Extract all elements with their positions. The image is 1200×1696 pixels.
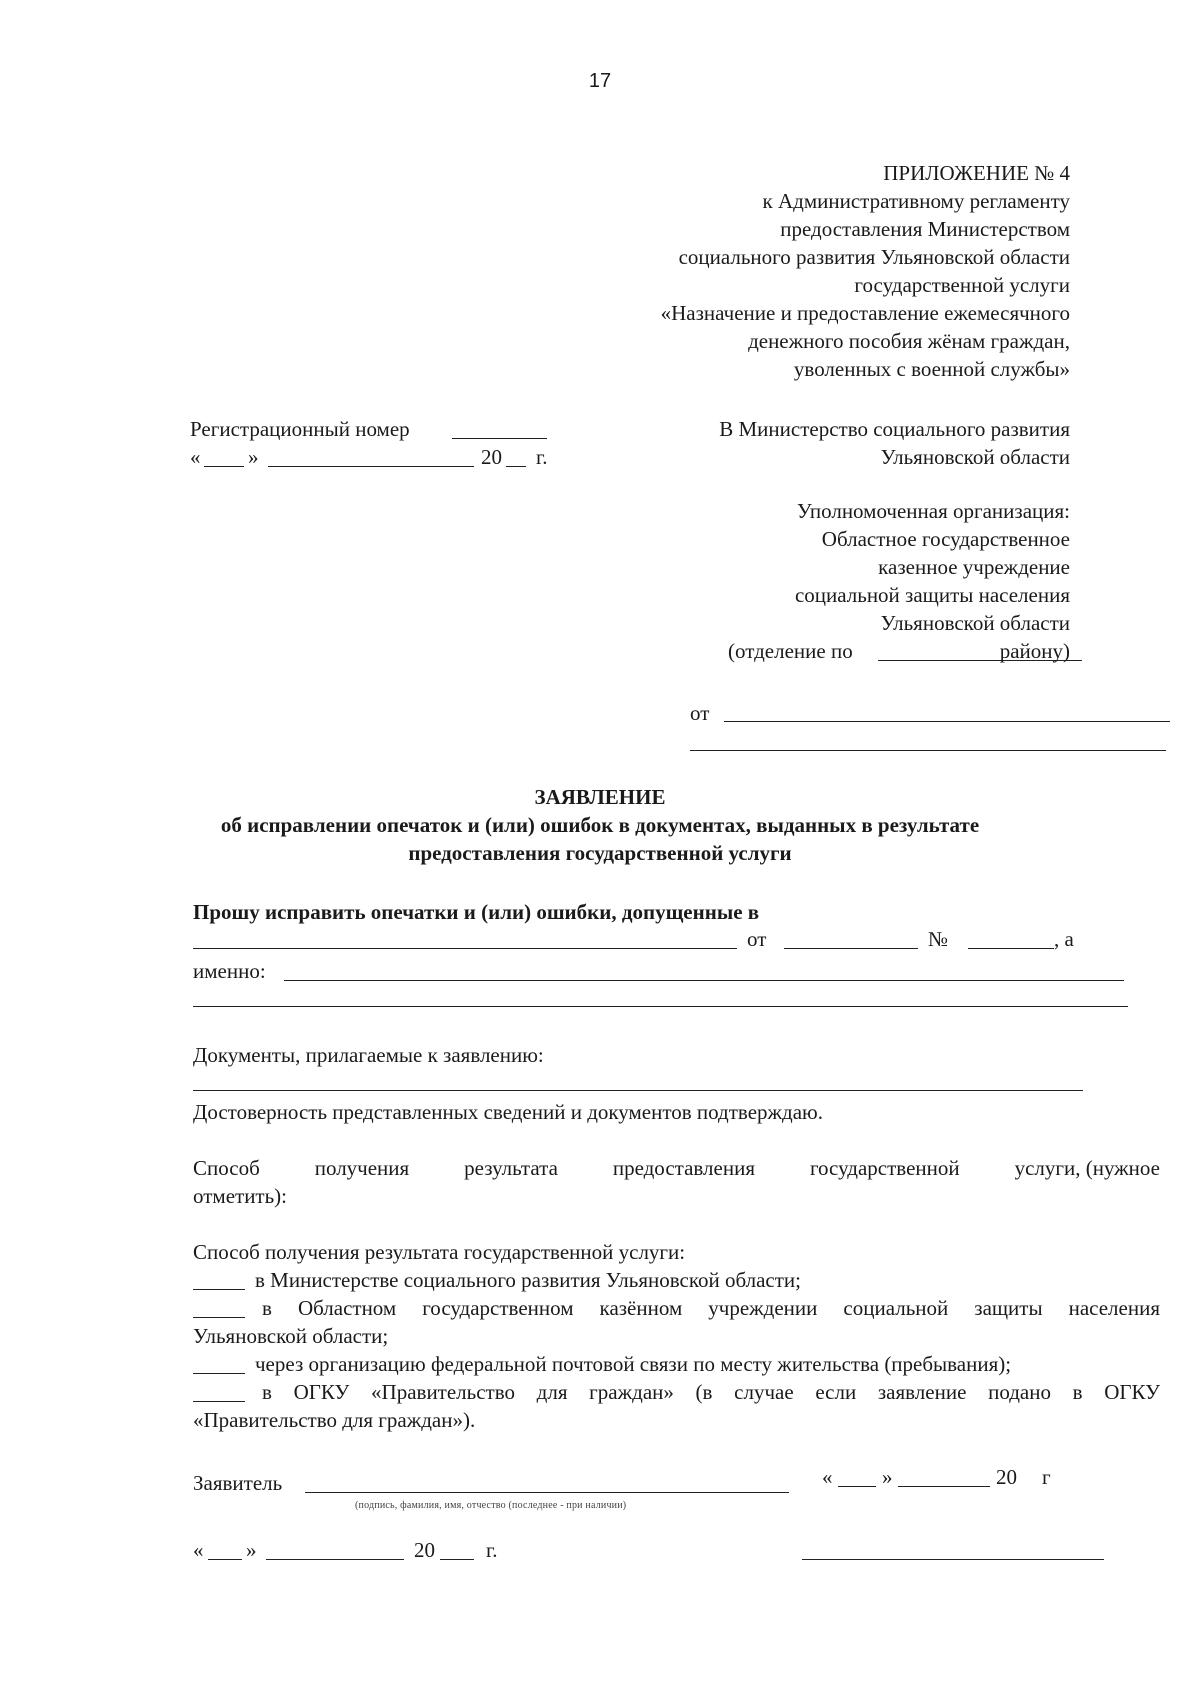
registration-date-close: »	[248, 445, 259, 469]
option-ogku-social: в Областном государственном казённом учреждении социальной защиты населения	[262, 1296, 1160, 1320]
registration-number-label: Регистрационный номер	[190, 417, 410, 441]
confirmation-text: Достоверность представленных сведений и документов подтверждаю.	[193, 1100, 823, 1124]
authorized-org-line: социальной защиты населения	[794, 583, 1070, 607]
attached-docs-label: Документы, прилагаемые к заявлению:	[193, 1043, 544, 1067]
page-number: 17	[588, 70, 612, 92]
official-signature-field[interactable]	[802, 1559, 1104, 1560]
authorized-org-line: казенное учреждение	[878, 555, 1070, 579]
error-description-field[interactable]	[284, 980, 1124, 981]
document-subtitle: предоставления государственной услуги	[408, 841, 792, 865]
applicant-month-field[interactable]	[898, 1486, 990, 1487]
applicant-label: Заявитель	[193, 1471, 283, 1495]
applicant-day-field[interactable]	[838, 1486, 876, 1487]
request-number-sign: №	[928, 927, 949, 951]
signature-caption: (подпись, фамилия, имя, отчество (последнее - при наличии)	[355, 1500, 627, 1511]
applicant-date-open: «	[822, 1465, 833, 1489]
registration-year-field[interactable]	[506, 466, 526, 467]
applicant-date-close: »	[882, 1465, 893, 1489]
authorized-org-line: Областное государственное	[821, 527, 1070, 551]
from-label: от	[690, 701, 710, 725]
document-date-field[interactable]	[784, 948, 918, 949]
from-name-field[interactable]	[724, 721, 1170, 722]
branch-suffix: району)	[999, 639, 1070, 663]
request-lead: Прошу исправить опечатки и (или) ошибки, допущенные в	[193, 900, 760, 924]
registration-month-field[interactable]	[268, 466, 474, 467]
request-namely: именно:	[193, 959, 266, 983]
request-from-label: от	[747, 927, 767, 951]
appendix-line: к Административному регламенту	[762, 189, 1070, 213]
branch-prefix: (отделение по	[728, 639, 853, 663]
applicant-year-prefix: 20	[996, 1465, 1017, 1489]
option-checkbox-post[interactable]	[193, 1373, 245, 1374]
method-intro-word: услуги, (нужное	[1014, 1156, 1160, 1180]
bottom-day-field[interactable]	[208, 1559, 242, 1560]
appendix-line: «Назначение и предоставление ежемесячного	[660, 301, 1070, 325]
bottom-month-field[interactable]	[266, 1559, 404, 1560]
option-post: через организацию федеральной почтовой связи по месту жительства (пребывания);	[255, 1352, 1012, 1376]
option-ministry: в Министерстве социального развития Ульяновской области;	[255, 1268, 801, 1292]
from-address-field[interactable]	[690, 750, 1166, 751]
appendix-line: уволенных с военной службы»	[793, 357, 1070, 381]
option-checkbox-gov-citizens[interactable]	[193, 1401, 245, 1402]
addressee-line: В Министерство социального развития	[719, 417, 1070, 441]
option-gov-citizens: в ОГКУ «Правительство для граждан» (в случае если заявление подано в ОГКУ	[262, 1380, 1160, 1404]
registration-day-field[interactable]	[204, 466, 244, 467]
addressee-line: Ульяновской области	[880, 445, 1070, 469]
authorized-org-line: Уполномоченная организация:	[796, 499, 1070, 523]
appendix-title: ПРИЛОЖЕНИЕ № 4	[883, 161, 1070, 185]
appendix-line: денежного пособия жёнам граждан,	[748, 329, 1070, 353]
option-gov-citizens-cont: «Правительство для граждан»).	[193, 1408, 476, 1432]
method-intro-word: получения	[314, 1156, 410, 1180]
method-intro-word: предоставления	[612, 1156, 755, 1180]
request-and: , а	[1054, 927, 1074, 951]
registration-number-field[interactable]	[452, 438, 547, 439]
appendix-line: государственной услуги	[854, 273, 1070, 297]
method-intro-word: государственной	[809, 1156, 960, 1180]
bottom-year-field[interactable]	[440, 1559, 474, 1560]
method-intro-word: Способ	[193, 1156, 260, 1180]
registration-date-open: «	[190, 445, 201, 469]
appendix-line: предоставления Министерством	[780, 217, 1070, 241]
option-checkbox-ministry[interactable]	[193, 1289, 245, 1290]
bottom-year-suffix: г.	[486, 1538, 498, 1562]
bottom-year-prefix: 20	[414, 1538, 435, 1562]
registration-year-prefix: 20	[481, 445, 502, 469]
authorized-org-line: Ульяновской области	[880, 611, 1070, 635]
document-name-field[interactable]	[193, 948, 737, 949]
document-subtitle: об исправлении опечаток и (или) ошибок в документах, выданных в результате	[220, 813, 980, 837]
applicant-signature-field[interactable]	[305, 1492, 789, 1493]
method-list-title: Способ получения результата государственной услуги:	[193, 1240, 686, 1264]
error-description-field-2[interactable]	[193, 1006, 1128, 1007]
document-title: ЗАЯВЛЕНИЕ	[534, 785, 666, 809]
document-number-field[interactable]	[968, 948, 1054, 949]
method-intro-line	[193, 1155, 1160, 1181]
appendix-line: социального развития Ульяновской области	[678, 245, 1070, 269]
method-intro-word: результата	[464, 1156, 558, 1180]
attached-docs-field[interactable]	[193, 1090, 1083, 1091]
method-intro-line2: отметить):	[193, 1184, 288, 1208]
applicant-year-suffix: г	[1042, 1465, 1051, 1489]
option-ogku-social-cont: Ульяновской области;	[193, 1324, 389, 1348]
registration-year-suffix: г.	[536, 445, 548, 469]
bottom-date-close: »	[246, 1538, 257, 1562]
bottom-date-open: «	[193, 1538, 204, 1562]
option-checkbox-ogku-social[interactable]	[193, 1317, 245, 1318]
